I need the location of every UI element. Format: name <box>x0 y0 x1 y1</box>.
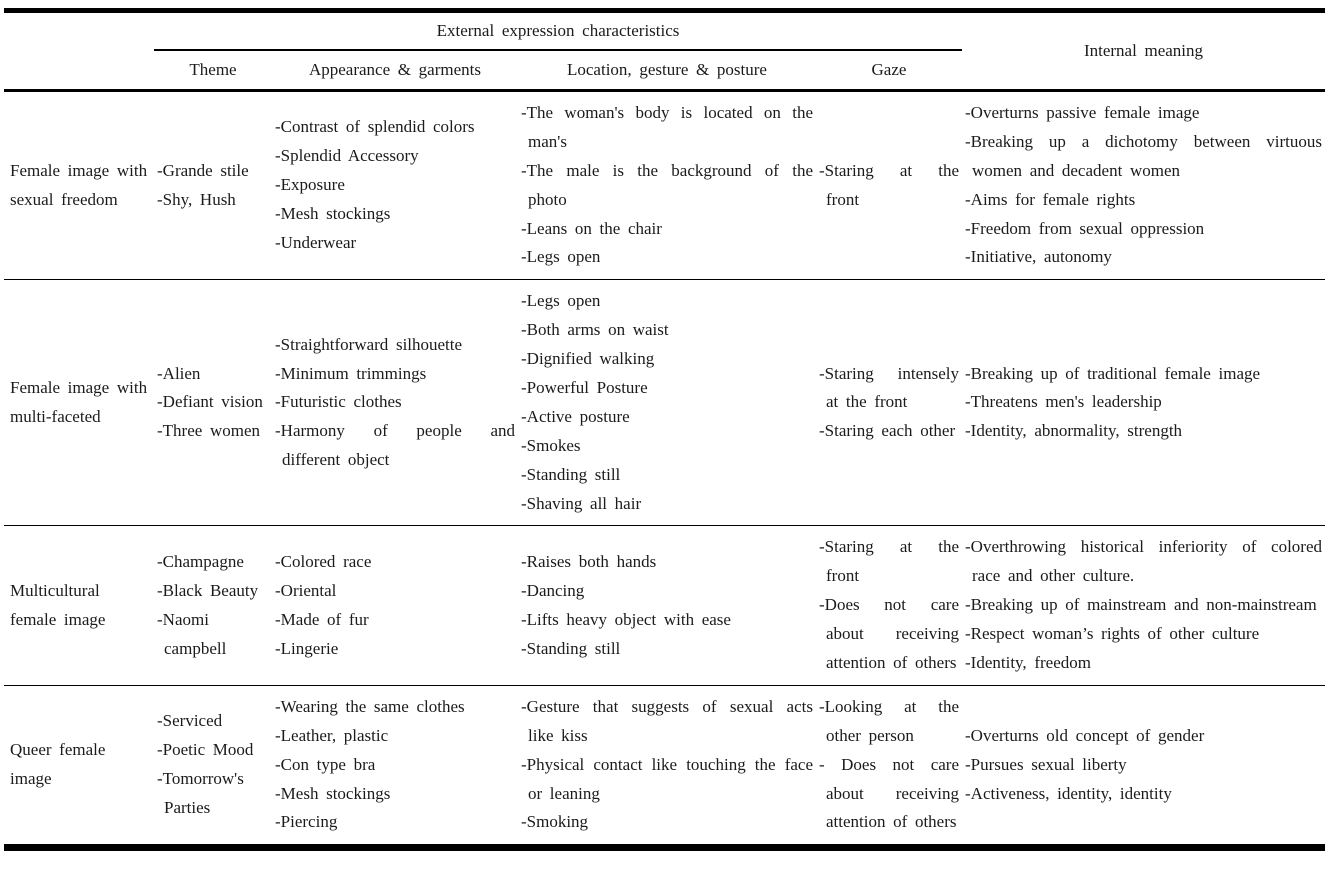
cell-line: -Wearing the same clothes <box>275 696 465 716</box>
cell-line: -Overturns old concept of gender <box>965 725 1205 745</box>
cell-line: -Alien <box>157 363 201 383</box>
cell-line: -Both arms on waist <box>521 320 669 340</box>
cell-line: -Harmony of people and different object <box>275 421 515 470</box>
column-header-gaze: Gaze <box>816 50 962 91</box>
cell-line: -Threatens men's leadership <box>965 392 1162 412</box>
table-header <box>4 11 1325 91</box>
cell-line: -Three women <box>157 421 260 441</box>
theme-cell <box>154 685 272 847</box>
table-row <box>4 526 1325 685</box>
gaze-cell <box>816 280 962 526</box>
cell-line: -Looking at the other person <box>819 696 959 745</box>
cell-line: -Breaking up a dichotomy between virtuous women and decadent women <box>965 131 1322 180</box>
corner-spacer <box>4 11 154 91</box>
table-body <box>4 91 1325 848</box>
column-header-location: Location, gesture & posture <box>518 50 816 91</box>
table-row <box>4 91 1325 280</box>
cell-line: -Futuristic clothes <box>275 392 402 412</box>
cell-line: -Grande stile <box>157 160 249 180</box>
cell-line: -Activeness, identity, identity <box>965 783 1172 803</box>
cell-line: -Staring intensely at the front <box>819 363 959 412</box>
theme-cell <box>154 280 272 526</box>
column-header-internal-meaning: Internal meaning <box>962 11 1325 91</box>
appearance-cell <box>272 91 518 280</box>
cell-line: -Lifts heavy object with ease <box>521 609 731 629</box>
cell-line: -Active posture <box>521 406 630 426</box>
row-label-multi-faceted: Female image with multi-faceted <box>4 280 154 526</box>
cell-line: -Smoking <box>521 812 589 832</box>
cell-line: -Defiant vision <box>157 392 263 412</box>
table-row <box>4 280 1325 526</box>
row-label-multicultural: Multicultural female image <box>4 526 154 685</box>
cell-line: -Legs open <box>521 291 601 311</box>
cell-line: -Poetic Mood <box>157 740 254 760</box>
cell-line: -Shaving all hair <box>521 493 642 513</box>
location-cell <box>518 526 816 685</box>
group-header-external: External expression characteristics <box>154 11 962 51</box>
cell-line: -Leather, plastic <box>275 725 389 745</box>
cell-line: -Contrast of splendid colors <box>275 117 475 137</box>
cell-line: -Splendid Accessory <box>275 146 419 166</box>
cell-line: -Mesh stockings <box>275 783 391 803</box>
cell-line: -Shy, Hush <box>157 189 236 209</box>
cell-line: -Initiative, autonomy <box>965 247 1112 267</box>
cell-line: -Overthrowing historical inferiority of colored race and other culture. <box>965 537 1322 586</box>
cell-line: -Identity, abnormality, strength <box>965 421 1183 441</box>
cell-line: -Staring at the front <box>819 537 959 586</box>
cell-line: -Freedom from sexual oppression <box>965 218 1205 238</box>
cell-line: -Staring at the front <box>819 160 959 209</box>
location-cell <box>518 685 816 847</box>
gaze-cell <box>816 91 962 280</box>
cell-line: -Standing still <box>521 464 621 484</box>
cell-line: -Breaking up of traditional female image <box>965 363 1261 383</box>
cell-line: -Physical contact like touching the face or leaning <box>521 754 813 803</box>
cell-line: -Exposure <box>275 175 345 195</box>
theme-cell <box>154 91 272 280</box>
cell-line: - Does not care about receiving attention of others <box>819 754 959 832</box>
cell-line: -Breaking up of mainstream and non-mainstream <box>965 595 1317 615</box>
internal-meaning-cell <box>962 526 1325 685</box>
location-cell <box>518 91 816 280</box>
cell-line: -Made of fur <box>275 609 369 629</box>
row-label-sexual-freedom: Female image with sexual freedom <box>10 160 148 209</box>
row-label-queer: Queer female image <box>4 685 154 847</box>
column-header-theme: Theme <box>154 50 272 91</box>
internal-meaning-cell <box>962 91 1325 280</box>
cell-line: -Piercing <box>275 812 338 832</box>
cell-line: -The male is the background of the photo <box>521 160 813 209</box>
cell-line: -Powerful Posture <box>521 378 648 398</box>
cell-line: -Naomi campbell <box>157 609 227 658</box>
cell-line: -Does not care about receiving attention of others <box>819 595 959 673</box>
gaze-cell <box>816 685 962 847</box>
cell-line: -Respect woman’s rights of other culture <box>965 624 1260 644</box>
cell-line: -Raises both hands <box>521 551 657 571</box>
cell-line: -Oriental <box>275 580 337 600</box>
cell-line: -Leans on the chair <box>521 218 662 238</box>
cell-line: -Mesh stockings <box>275 204 391 224</box>
analysis-table <box>4 8 1325 851</box>
appearance-cell <box>272 280 518 526</box>
cell-line: -Standing still <box>521 638 621 658</box>
cell-line: -Lingerie <box>275 638 339 658</box>
cell-line: -Con type bra <box>275 754 376 774</box>
cell-line: -Staring each other <box>819 421 956 441</box>
cell-line: -Minimum trimmings <box>275 363 427 383</box>
cell-line: -Legs open <box>521 247 601 267</box>
cell-line: -Colored race <box>275 551 372 571</box>
cell-line: -Smokes <box>521 435 581 455</box>
cell-line: -Straightforward silhouette <box>275 334 463 354</box>
theme-cell <box>154 526 272 685</box>
cell-line: -Gesture that suggests of sexual acts like kiss <box>521 696 813 745</box>
table-row <box>4 685 1325 847</box>
location-cell <box>518 280 816 526</box>
cell-line: -Champagne <box>157 551 244 571</box>
cell-line: -Dancing <box>521 580 585 600</box>
appearance-cell <box>272 526 518 685</box>
cell-line: -Identity, freedom <box>965 653 1091 673</box>
cell-line: -Underwear <box>275 233 357 252</box>
appearance-cell <box>272 685 518 847</box>
cell-line: -Serviced <box>157 711 223 731</box>
cell-line: -Tomorrow's Parties <box>157 769 244 818</box>
cell-line: -Overturns passive female image <box>965 103 1200 122</box>
column-header-appearance: Appearance & garments <box>272 50 518 91</box>
cell-line: -Dignified walking <box>521 349 655 369</box>
cell-line: -The woman's body is located on the man's <box>521 103 813 151</box>
internal-meaning-cell <box>962 685 1325 847</box>
cell-line: -Pursues sexual liberty <box>965 754 1127 774</box>
gaze-cell <box>816 526 962 685</box>
internal-meaning-cell <box>962 280 1325 526</box>
cell-line: -Black Beauty <box>157 580 259 600</box>
cell-line: -Aims for female rights <box>965 189 1136 209</box>
